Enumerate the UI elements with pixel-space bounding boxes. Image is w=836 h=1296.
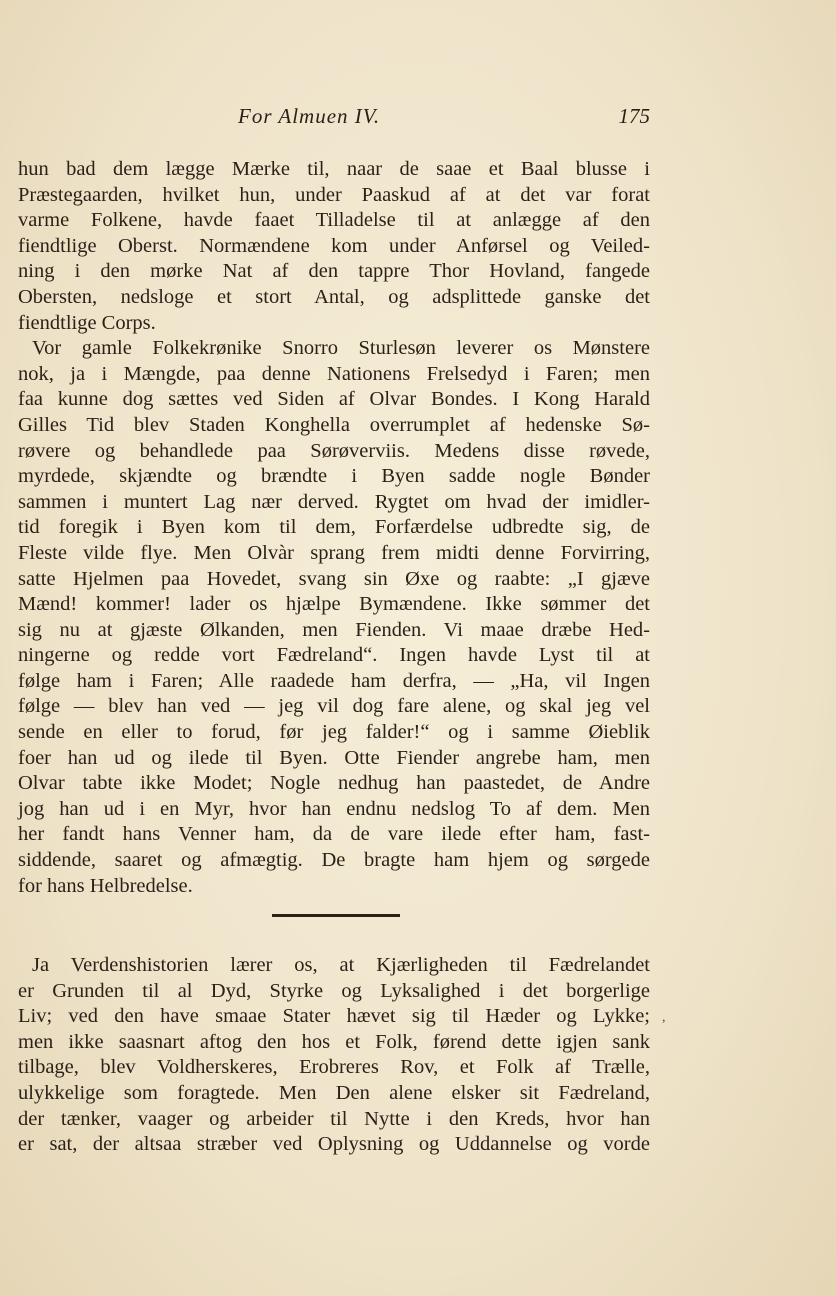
page-header — [18, 104, 650, 134]
text-line: for hans Helbredelse. — [18, 874, 193, 897]
running-title: For Almuen IV. — [238, 104, 381, 128]
text-line: sig nu at gjæste Ølkanden, men Fienden. Vi maae dræbe Hed- — [18, 618, 650, 641]
text-line: sende en eller to forud, før jeg falder!“ og i samme Øieblik — [18, 721, 650, 744]
text-line: Præstegaarden, hvilket hun, under Paaskud af at det var forat — [18, 183, 650, 206]
margin-mark: , — [662, 1010, 666, 1025]
text-line: tilbage, blev Voldherskeres, Erobreres Rov, et Folk af Trælle, — [18, 1056, 650, 1079]
text-line: ning i den mørke Nat af den tappre Thor Hovland, fangede — [18, 260, 650, 283]
text-line: foer han ud og ilede til Byen. Otte Fiender angrebe ham, men — [18, 746, 650, 769]
text-line: Liv; ved den have smaae Stater hævet sig til Hæder og Lykke; — [18, 1005, 650, 1028]
text-line: satte Hjelmen paa Hovedet, svang sin Øxe og raabte: „I gjæve — [18, 567, 650, 590]
text-line: faa kunne dog sættes ved Siden af Olvar Bondes. I Kong Harald — [18, 388, 650, 411]
text-line: jog han ud i en Myr, hvor han endnu nedslog To af dem. Men — [18, 797, 650, 820]
body-text-upper — [18, 157, 650, 899]
text-line: hun bad dem lægge Mærke til, naar de saae et Baal blusse i — [18, 158, 650, 180]
text-line: ulykkelige som foragtede. Men Den alene elsker sit Fædreland, — [18, 1081, 650, 1104]
text-line: varme Folkene, havde faaet Tilladelse til at anlægge af den — [18, 209, 650, 232]
text-line: Obersten, nedsloge et stort Antal, og adsplittede ganske det — [18, 285, 650, 308]
text-line: nok, ja i Mængde, paa denne Nationens Frelsedyd i Faren; men — [18, 362, 650, 385]
text-line: følge ham i Faren; Alle raadede ham derfra, — „Ha, vil Ingen — [18, 669, 650, 692]
text-line: Mænd! kommer! lader os hjælpe Bymændene. Ikke sømmer det — [18, 593, 650, 616]
text-line: Ja Verdenshistorien lærer os, at Kjærligheden til Fædrelandet — [32, 954, 650, 976]
body-text-lower — [18, 953, 650, 1158]
text-line: er Grunden til al Dyd, Styrke og Lyksalighed i det borgerlige — [18, 979, 650, 1002]
text-line: Fleste vilde flye. Men Olvàr sprang frem midti denne Forvirring, — [18, 541, 650, 564]
section-divider — [272, 914, 400, 917]
text-line: fiendtlige Oberst. Normændene kom under Anførsel og Veiled- — [18, 234, 650, 257]
text-line: her fandt hans Venner ham, da de vare ilede efter ham, fast- — [18, 823, 650, 846]
text-line: er sat, der altsaa stræber ved Oplysning og Uddannelse og vorde — [18, 1133, 650, 1156]
text-line: myrdede, skjændte og brændte i Byen sadde nogle Bønder — [18, 465, 650, 488]
text-line: tid foregik i Byen kom til dem, Forfærdelse udbredte sig, de — [18, 516, 650, 539]
text-line: ningerne og redde vort Fædreland“. Ingen havde Lyst til at — [18, 644, 650, 667]
text-line: fiendtlige Corps. — [18, 311, 156, 334]
text-line: sammen i muntert Lag nær derved. Rygtet om hvad der imidler- — [18, 490, 650, 513]
text-line: Gilles Tid blev Staden Konghella overrumplet af hedenske Sø- — [18, 413, 650, 436]
text-line: røvere og behandlede paa Sørøverviis. Medens disse røvede, — [18, 439, 650, 462]
text-line: Vor gamle Folkekrønike Snorro Sturlesøn leverer os Mønstere — [32, 337, 650, 360]
text-line: siddende, saaret og afmægtig. De bragte ham hjem og sørgede — [18, 849, 650, 872]
text-line: der tænker, vaager og arbeider til Nytte i den Kreds, hvor han — [18, 1107, 650, 1130]
page-number: 175 — [618, 104, 650, 128]
text-line: men ikke saasnart aftog den hos et Folk, førend dette igjen sank — [18, 1030, 650, 1053]
text-line: Olvar tabte ikke Modet; Nogle nedhug han paastedet, de Andre — [18, 772, 650, 795]
text-line: følge — blev han ved — jeg vil dog fare alene, og skal jeg vel — [18, 695, 650, 718]
